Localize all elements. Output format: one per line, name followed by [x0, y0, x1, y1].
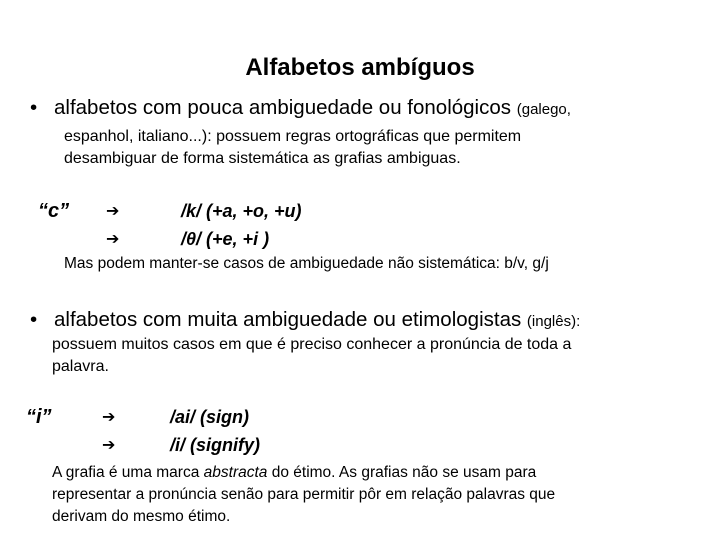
- section2-note-line1: [52, 462, 555, 484]
- bullet-1-lead-small: (galego,: [516, 101, 571, 118]
- bullet-2-lead: alfabetos com muita ambiguedade ou etimologistas: [54, 308, 522, 331]
- section2-note-part2: do étimo. As grafias não se usam para: [271, 464, 537, 481]
- right-arrow-icon: ➔: [102, 409, 116, 426]
- section1-note: Mas podem manter-se casos de ambiguedade não sistemática: b/v, g/j: [64, 255, 549, 272]
- section2-text-line2: palavra.: [52, 358, 109, 375]
- section2-note-line2: representar a pronúncia senão para permitir pôr em relação palavras que: [52, 486, 556, 503]
- section1-text-line1: espanhol, italiano...): possuem regras ortográficas que permitem: [64, 128, 522, 145]
- section1-text-line2: desambiguar de forma sistemática as grafias ambiguas.: [64, 150, 461, 167]
- right-arrow-icon: ➔: [102, 437, 116, 454]
- bullet-1: [30, 95, 571, 123]
- example-i-row1: /ai/ (sign): [170, 407, 250, 427]
- example-c-row1: /k/ (+a, +o, +u): [181, 201, 302, 221]
- section2-note-italic: abstracta: [203, 464, 268, 481]
- bullet-dot-1: •: [30, 96, 38, 119]
- section2-text: [52, 334, 571, 378]
- section2-text-line1: possuem muitos casos em que é preciso conhecer a pronúncia de toda a: [52, 336, 572, 353]
- example-c-letter: “c”: [38, 200, 70, 222]
- section1-text: [64, 126, 521, 170]
- section2-note: [52, 462, 555, 528]
- example-i-letter: “i”: [26, 406, 52, 428]
- right-arrow-icon: ➔: [106, 231, 120, 248]
- bullet-dot-2: •: [30, 308, 38, 331]
- slide-title: Alfabetos ambíguos: [245, 54, 475, 81]
- section2-note-line3: derivam do mesmo étimo.: [52, 508, 231, 525]
- example-i-row2: /i/ (signify): [170, 435, 260, 455]
- section2-note-part1: A grafia é uma marca: [52, 464, 200, 481]
- bullet-1-lead: alfabetos com pouca ambiguedade ou fonológicos: [54, 96, 512, 119]
- bullet-2: [30, 307, 580, 335]
- bullet-2-lead-small: (inglês):: [526, 313, 581, 330]
- right-arrow-icon: ➔: [106, 203, 120, 220]
- example-c-row2: /θ/ (+e, +i ): [181, 229, 270, 249]
